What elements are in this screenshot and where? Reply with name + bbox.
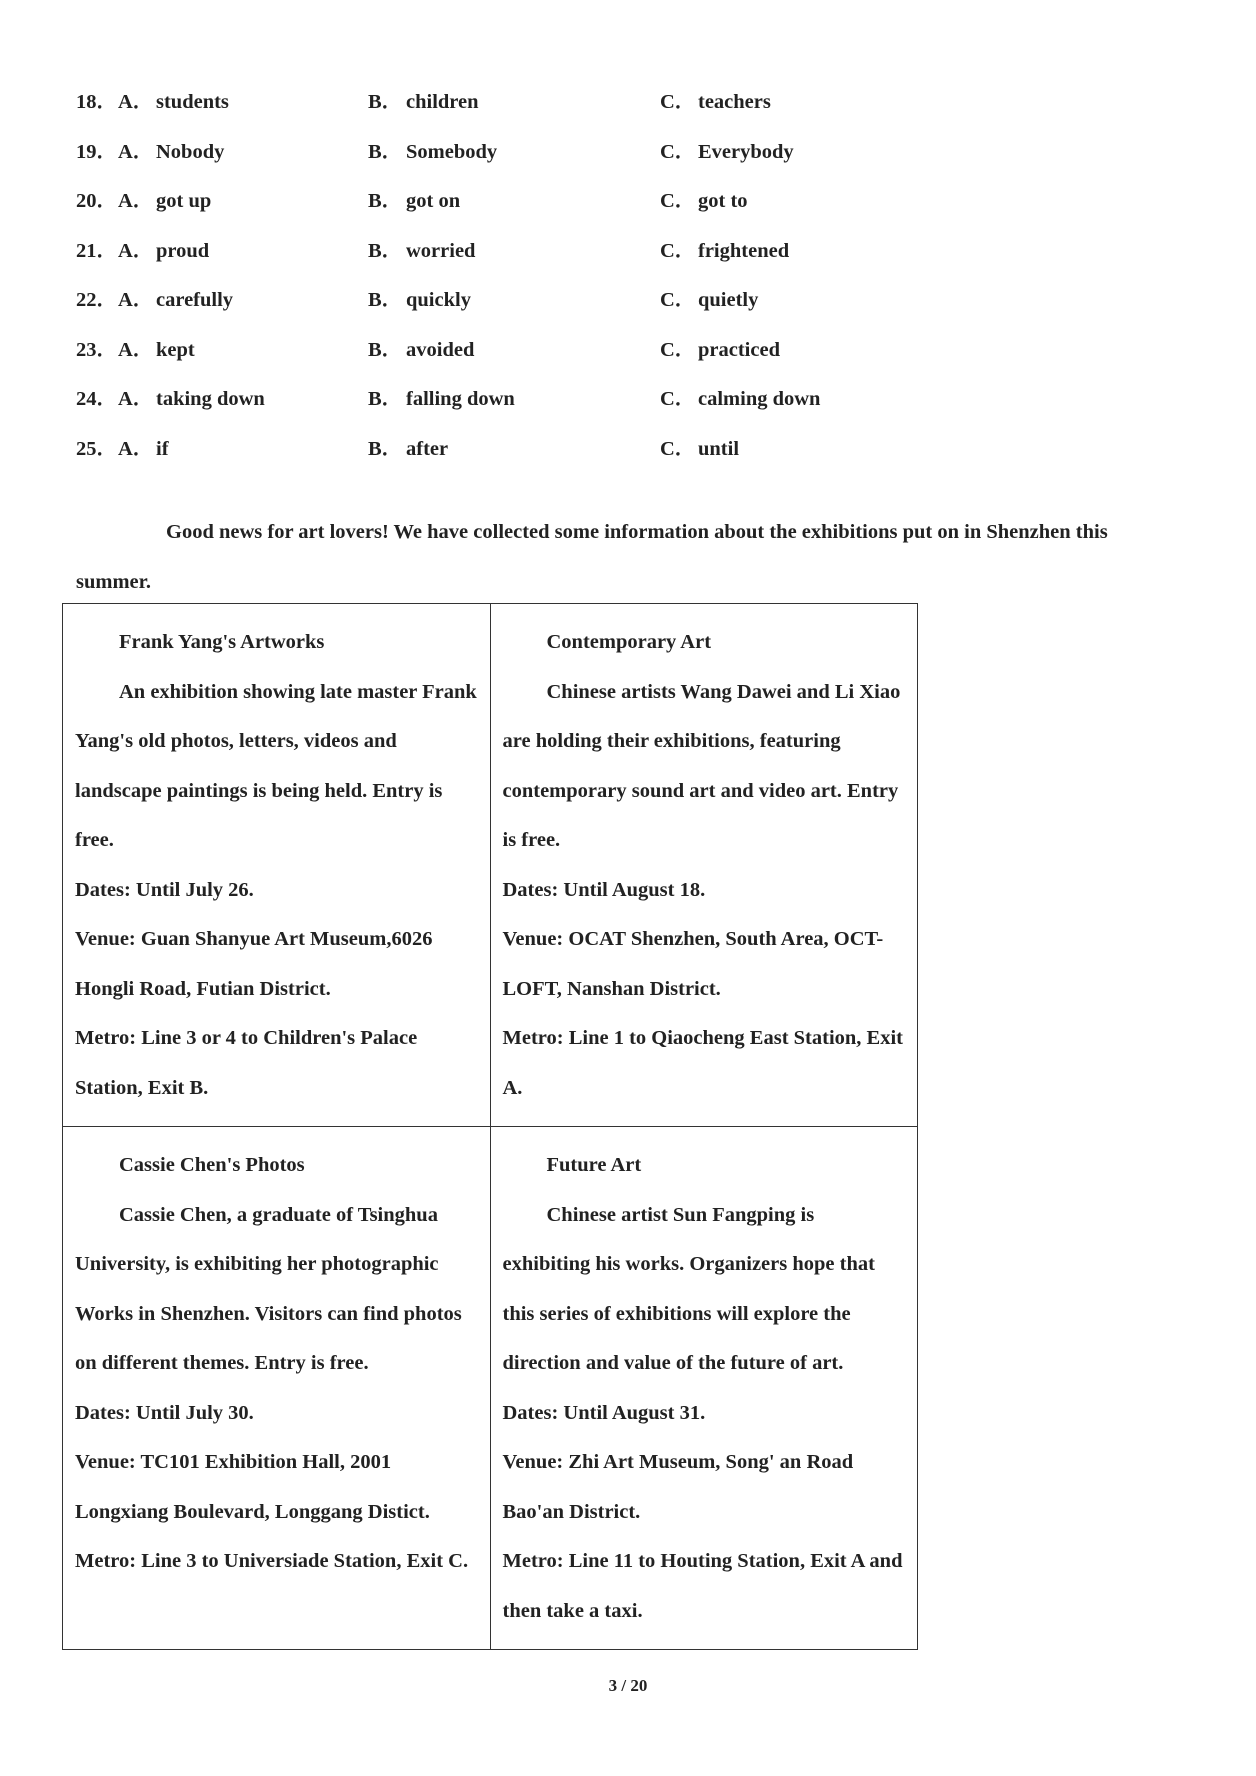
option-text: proud (156, 239, 210, 262)
option-text: children (406, 91, 479, 113)
option-text: Nobody (156, 140, 225, 163)
exhibition-venue: Venue: Zhi Art Museum, Song' an Road Bao'an District. (502, 1451, 854, 1523)
exhibition-description: Chinese artist Sun Fangping is exhibiting his works. Organizers hope that this series of exhibitions will explore the direction and value of the future of art. (502, 1203, 875, 1374)
option-text: Somebody (406, 140, 498, 163)
question-row (76, 328, 1176, 378)
option-b (368, 278, 471, 322)
option-b (368, 427, 448, 471)
option-letter: C． (660, 289, 696, 311)
question-row (76, 229, 1176, 279)
option-letter: C． (660, 388, 696, 410)
option-letter: C． (660, 239, 696, 262)
exhibition-cell (63, 1127, 491, 1650)
exhibition-dates: Dates: Until August 31. (502, 1401, 706, 1424)
option-text: quietly (698, 289, 759, 311)
exhibition-venue: Venue: OCAT Shenzhen, South Area, OCT-LOFT, Nanshan District. (502, 928, 884, 1000)
exhibition-cell (490, 1127, 918, 1650)
option-letter: B． (368, 190, 403, 212)
option-b (368, 179, 460, 223)
option-letter: A． (118, 289, 154, 311)
table-row (63, 604, 918, 1127)
exhibition-dates: Dates: Until August 18. (502, 878, 706, 901)
option-text: until (698, 437, 740, 460)
exhibition-metro: Metro: Line 3 or 4 to Children's Palace Station, Exit B. (75, 1027, 418, 1099)
option-letter: B． (368, 140, 403, 163)
question-row (76, 179, 1176, 229)
question-number: 22． (76, 289, 117, 311)
option-c (660, 130, 794, 174)
question-number: 24． (76, 388, 117, 410)
answer-options (76, 80, 1176, 476)
option-letter: A． (118, 91, 154, 113)
question-row (76, 427, 1176, 477)
option-letter: B． (368, 91, 403, 113)
option-letter: C． (660, 91, 696, 113)
option-letter: A． (118, 190, 154, 212)
question-number: 20． (76, 190, 117, 212)
option-text: students (156, 91, 229, 113)
exhibition-venue: Venue: TC101 Exhibition Hall, 2001 Longxiang Boulevard, Longgang Distict. (75, 1451, 430, 1523)
option-c (660, 229, 789, 273)
option-text: practiced (698, 338, 780, 361)
option-c (660, 179, 748, 223)
option-c (660, 427, 739, 471)
question-row (76, 377, 1176, 427)
option-a (76, 278, 233, 322)
option-text: worried (406, 239, 476, 262)
option-letter: B． (368, 338, 403, 361)
option-a (76, 229, 209, 273)
option-a (76, 377, 265, 421)
exhibition-metro: Metro: Line 11 to Houting Station, Exit A and then take a taxi. (502, 1550, 903, 1622)
option-letter: B． (368, 388, 403, 410)
option-c (660, 278, 758, 322)
exhibition-description: An exhibition showing late master Frank Yang's old photos, letters, videos and landscape paintings is being held. Entry is free. (75, 680, 477, 851)
option-text: after (406, 437, 449, 460)
option-letter: B． (368, 239, 403, 262)
exhibition-description: Chinese artists Wang Dawei and Li Xiao are holding their exhibitions, featuring contemporary sound art and video art. Entry is free. (502, 680, 901, 851)
exhibition-title: Frank Yang's Artworks (119, 631, 325, 653)
option-letter: A． (118, 338, 154, 361)
option-a (76, 80, 229, 124)
option-text: carefully (156, 289, 234, 311)
option-text: calming down (698, 388, 821, 410)
option-text: teachers (698, 91, 771, 113)
option-a (76, 328, 195, 372)
question-number: 21． (76, 239, 117, 262)
option-letter: C． (660, 140, 696, 163)
option-b (368, 328, 474, 372)
option-text: got to (698, 190, 748, 212)
option-b (368, 377, 515, 421)
option-text: if (156, 437, 169, 460)
question-row (76, 130, 1176, 180)
exhibition-title: Contemporary Art (546, 631, 712, 653)
option-letter: A． (118, 239, 154, 262)
option-letter: C． (660, 338, 696, 361)
exhibition-cell (490, 604, 918, 1127)
option-text: got on (406, 190, 461, 212)
option-letter: A． (118, 388, 154, 410)
option-text: frightened (698, 239, 790, 262)
option-b (368, 80, 479, 124)
option-c (660, 377, 820, 421)
exhibition-metro: Metro: Line 3 to Universiade Station, Exit C. (75, 1550, 469, 1572)
exhibitions-table (62, 603, 918, 1650)
question-row (76, 278, 1176, 328)
option-letter: C． (660, 437, 696, 460)
option-b (368, 130, 497, 174)
question-number: 23． (76, 338, 117, 361)
option-letter: B． (368, 437, 403, 460)
option-text: Everybody (698, 140, 794, 163)
passage-intro: Good news for art lovers! We have collected some information about the exhibitions put on in Shenzhen this summer. (76, 521, 1108, 593)
option-letter: C． (660, 190, 696, 212)
option-text: falling down (406, 388, 515, 410)
exhibition-cell (63, 604, 491, 1127)
exhibition-description: Cassie Chen, a graduate of Tsinghua University, is exhibiting her photographic Works in Shenzhen. Visitors can find photos on different themes. Entry is free. (75, 1203, 462, 1374)
option-text: taking down (156, 388, 265, 410)
option-text: quickly (406, 289, 471, 311)
option-c (660, 328, 780, 372)
exhibition-dates: Dates: Until July 30. (75, 1401, 254, 1424)
option-b (368, 229, 475, 273)
option-text: avoided (406, 338, 475, 361)
question-number: 18． (76, 91, 117, 113)
exhibition-title: Cassie Chen's Photos (119, 1154, 305, 1176)
option-a (76, 179, 211, 223)
option-text: kept (156, 338, 195, 361)
option-a (76, 130, 224, 174)
question-number: 25． (76, 437, 117, 460)
question-number: 19． (76, 140, 117, 163)
option-letter: B． (368, 289, 403, 311)
table-row (63, 1127, 918, 1650)
page-number: 3 / 20 (608, 1676, 648, 1695)
option-letter: A． (118, 140, 154, 163)
exhibition-metro: Metro: Line 1 to Qiaocheng East Station, Exit A. (502, 1027, 903, 1099)
option-text: got up (156, 190, 212, 212)
exhibition-dates: Dates: Until July 26. (75, 878, 254, 901)
question-row (76, 80, 1176, 130)
exhibition-venue: Venue: Guan Shanyue Art Museum,6026 Hongli Road, Futian District. (75, 928, 433, 1000)
option-letter: A． (118, 437, 154, 460)
option-c (660, 80, 771, 124)
option-a (76, 427, 169, 471)
exhibition-title: Future Art (546, 1154, 642, 1176)
